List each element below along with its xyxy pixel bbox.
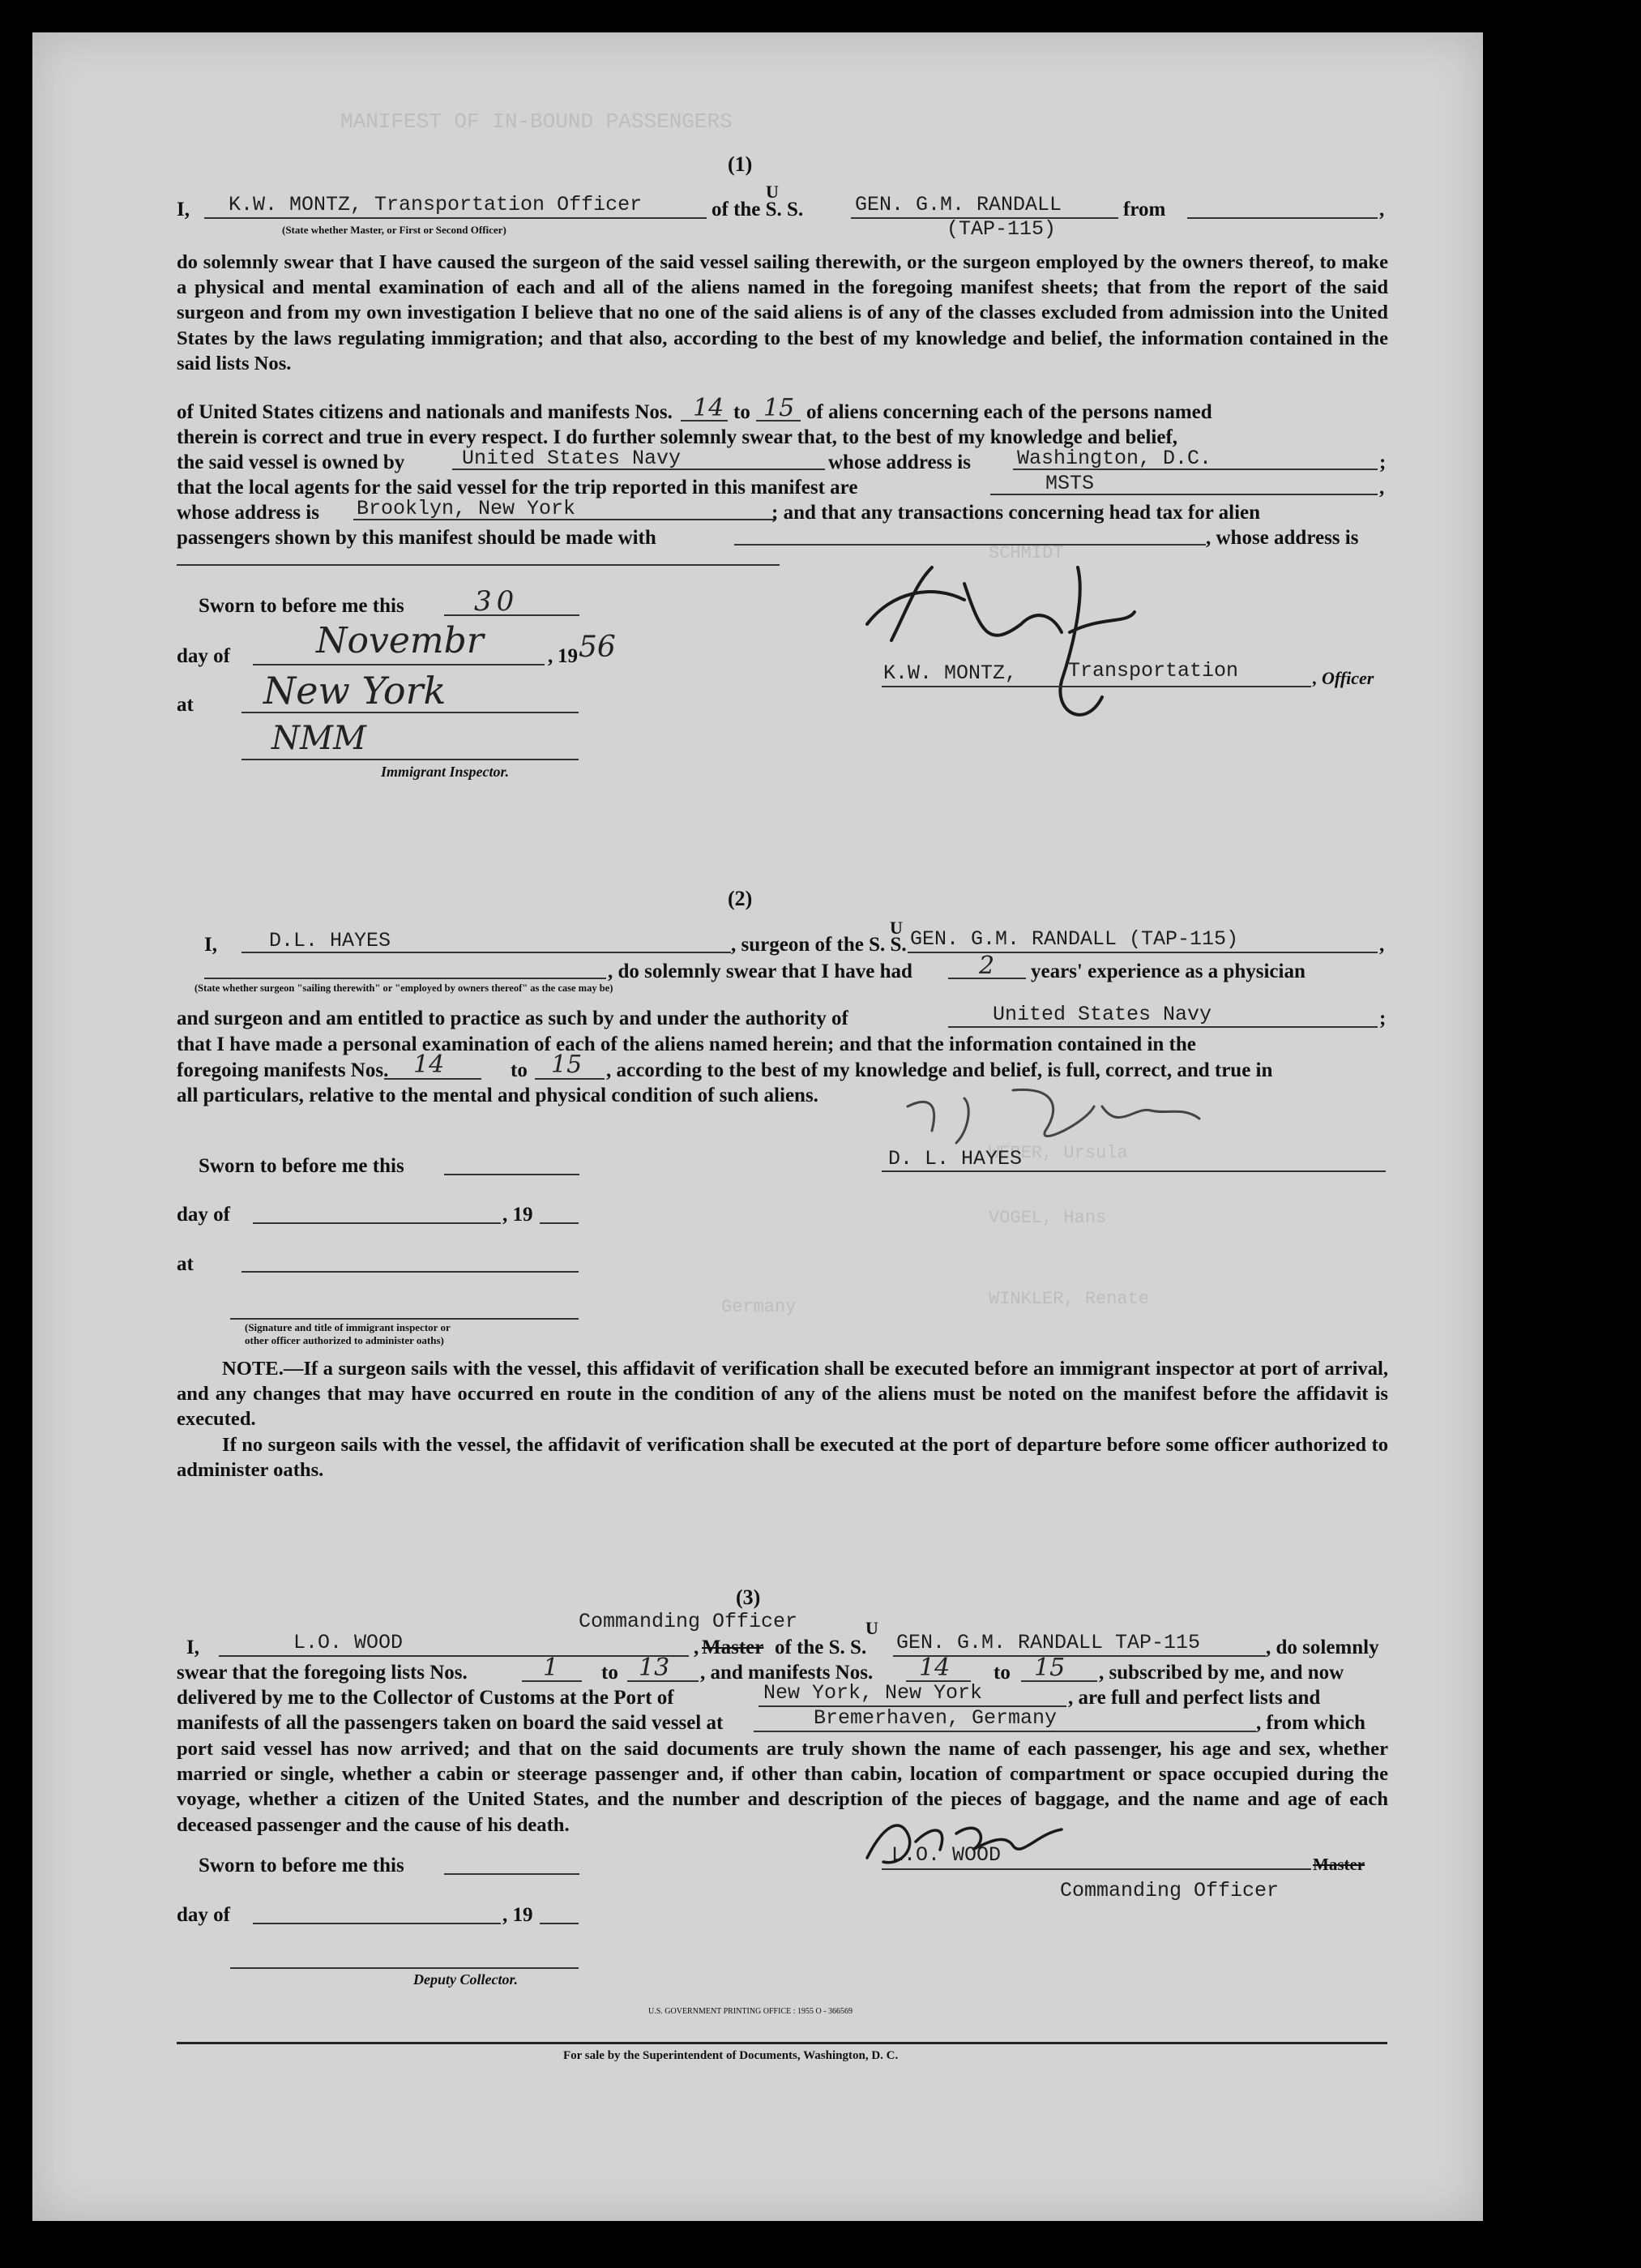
inspector-initials: NMM [271, 720, 366, 757]
manifests-from: 14 [693, 394, 724, 422]
surgeon-of-label: , surgeon of the S. S. [731, 934, 907, 956]
years-label: years' experience as a physician [1031, 961, 1306, 982]
swear-label-3: swear that the foregoing lists Nos. [177, 1662, 468, 1684]
whose-address-label: whose address is [828, 451, 971, 473]
i-label-3: I, [186, 1637, 199, 1658]
do-solemnly: , do solemnly [1266, 1637, 1379, 1658]
wood-signature [851, 1801, 1094, 1882]
owned-by-label: the said vessel is owned by [177, 451, 405, 473]
manifests-to: 15 [763, 394, 795, 422]
u-mark: U [766, 182, 779, 202]
co-name: L.O. WOOD [293, 1631, 404, 1654]
authority: United States Navy [993, 1003, 1212, 1026]
subscribed-label: , subscribed by me, and now [1099, 1662, 1344, 1684]
co-lists-to: 13 [639, 1654, 670, 1682]
day-of-label-3: day of [177, 1904, 230, 1926]
bleed-through-title: MANIFEST OF IN-BOUND PASSENGERS [340, 109, 733, 134]
agents: MSTS [1045, 472, 1095, 495]
day-of-label-2: day of [177, 1204, 230, 1226]
manifests-all-label: manifests of all the passengers taken on board the said vessel at [177, 1712, 724, 1734]
year-suffix: 56 [579, 631, 616, 664]
section-2-marker: (2) [728, 887, 753, 910]
day-of-label-1: day of [177, 645, 230, 667]
passengers-label: passengers shown by this manifest should be made with [177, 527, 656, 549]
co-vessel: GEN. G.M. RANDALL TAP-115 [896, 1631, 1201, 1654]
origin: Bremerhaven, Germany [814, 1706, 1058, 1730]
bleed-through-text: SCHMIDT [989, 543, 1064, 563]
agent-address-label: whose address is [177, 502, 319, 524]
bottom-rule [177, 2042, 1387, 2044]
co-signature-title: Commanding Officer [1060, 1879, 1280, 1902]
co-lists-from: 1 [543, 1654, 559, 1682]
struck-master-2: Master [1313, 1855, 1365, 1874]
deputy-caption: Deputy Collector. [413, 1971, 518, 1988]
to-label-3: to [601, 1662, 618, 1684]
u-mark-3: U [865, 1618, 878, 1638]
foregoing-label: foregoing manifests Nos. [177, 1059, 389, 1081]
surgeon-vessel: GEN. G.M. RANDALL (TAP-115) [910, 927, 1239, 951]
officer-name: K.W. MONTZ, Transportation Officer [229, 193, 643, 216]
sig-caption-1: (Signature and title of immigrant inspector or [245, 1321, 451, 1333]
vessel-code: (TAP-115) [947, 217, 1057, 241]
agents-label: that the local agents for the said vessel for the trip reported in this manifest are [177, 477, 858, 499]
sworn-label-3: Sworn to before me this [199, 1855, 404, 1876]
examination-line: that I have made a personal examination of each of the aliens named herein; and that the information contained in the [177, 1033, 1196, 1055]
from-label: from [1123, 199, 1166, 220]
years: 2 [979, 952, 995, 980]
section-3-marker: (3) [736, 1585, 761, 1609]
bleed-through-text: WINKLER, Renate [989, 1289, 1150, 1309]
signature-title-1: Transportation [1068, 659, 1239, 683]
bleed-through-text: VOGEL, Hans [989, 1208, 1107, 1228]
correct-line: therein is correct and true in every respect. I do further solemnly swear that, to the best of my knowledge and belief, [177, 426, 1178, 448]
owner-address: Washington, D.C. [1017, 447, 1212, 470]
at-label-2: at [177, 1253, 194, 1275]
surgeon-name: D.L. HAYES [269, 929, 391, 952]
co-manifests-to: 15 [1034, 1654, 1066, 1682]
owner: United States Navy [462, 447, 682, 470]
sworn-label-1: Sworn to before me this [199, 595, 404, 617]
sworn-day: 30 [474, 585, 519, 618]
document-page: MANIFEST OF IN-BOUND PASSENGERS SCHMIDT WEBER, Ursula VOGEL, Hans WINKLER, Renate Germany (1) I, K.W. MONTZ, Transportation Officer (State whether Master, or First or Second Officer) of the S. S. U GEN. G.M. RANDALL (TAP-115) from , do solemnly swear that I have caused the surgeon of the said vessel sailing therewith, or the surgeon employed by the owners thereof, to make a physical and mental examination of each and all of the aliens named in the foregoing manifest sheets; that from the report of the said surgeon and from my own investigation I believe that no one of the said aliens is of any of the classes excluded from admission into the United States by the laws regulating immigration; and that also, according to the best of my knowledge and belief, the information contained in the said lists Nos. of United States citizens and nationals and manifests Nos. 14 to 15 of aliens concerning each of the persons named therein is correct and true in every respect. I do further solemnly swear that, to the best of my knowledge and belief, the said vessel is owned by United States Navy whose address is Washington, D.C. ; that the local agents for the said vessel for the trip reported in this manifest are MSTS , whose address is Brooklyn, New York ; and that any transactions concerning head tax for alien passengers shown by this manifest should be made with , whose address is Sworn to before me this 30 day of Novembr , 19 56 at New York NMM Immigrant Inspector. K.W. MONTZ, Transportation , Officer (2) I, D.L. HAYES , surgeon of the S. S. U GEN. G.M. RANDALL (TAP-115) , , do solemnly swear that I have had 2 years' experience as a physician (State whether surgeon "sailing therewith" or "employed by owners thereof" as the case may be) and surgeon and am entitled to practice as such by and under the authority of United States Navy ; that I have made a personal examination of each of the aliens named herein; and that the information contained in the foregoing manifests Nos. 14 to 15 , according to the best of my knowledge and belief, is full, correct, and true in all particulars, relative to the mental and physical condition of such aliens. Sworn to before me this D. L. HAYES day of , 19 at (Signature and title of immigrant inspector or other officer authorized to administer oaths) NOTE.—If a surgeon sails with the vessel, this affidavit of verification shall be executed before an immigrant inspector at port of arrival, and any changes that may have occurred en route in the condition of any of the aliens must be noted on the manifest before the affidavit is executed. If no surgeon sails with the vessel, the affidavit of verification shall be executed at the port of departure before some officer authorized to administer oaths. (3) Commanding Officer I, L.O. WOOD , Master of the S. S. U GEN. G.M. RANDALL TAP-115 , do solemnly swear that the foregoing lists Nos. 1 to 13 , and manifests Nos. 14 to 15 , subscribed by me, and now delivered by me to the Collector of Customs at the Port of New York, New York , are full and perfect lists and manifests of all the passengers taken on board the said vessel at Bremerhaven, Germany , from which port said vessel has now arrived; and that on the said documents are truly shown the name of each passenger, his age and sex, whether married or single, whether a cabin or steerage passenger and, if other than cabin, location of compartment or space occupied during the voyage, whether a citizen of the United States, and the number and description of the pieces of baggage, and the name and age of each deceased passenger and the cause of his death. Sworn to before me this L.O. WOOD Master Commanding Officer day of , 19 Deputy Collector. U.S. GOVERNMENT PRINTING OFFICE : 1955 O - 366569 For sale by the Superintendent of Documents, Washington, D. C. [32, 32, 1483, 2221]
of-the-ss-3: of the S. S. [775, 1637, 867, 1658]
section-1-marker: (1) [728, 152, 753, 176]
vessel-name: GEN. G.M. RANDALL [855, 193, 1062, 216]
port: New York, New York [763, 1681, 983, 1705]
year-prefix: 19 [558, 645, 578, 667]
sale-note: For sale by the Superintendent of Documents, Washington, D. C. [563, 2049, 899, 2062]
citizens-line-b: of aliens concerning each of the persons named [806, 401, 1212, 423]
section-3-body: port said vessel has now arrived; and that on the said documents are truly shown the name of each passenger, his age and sex, whether married or single, whether a cabin or steerage passenger and, if other than cabin, location of compartment or space occupied during the voyage, whether a citizen of the United States, and the number and description of the pieces of baggage, and the name and age of each deceased passenger and the cause of his death. [177, 1738, 1388, 1836]
section-1-body: do solemnly swear that I have caused the surgeon of the said vessel sailing therewith, or the surgeon employed by the owners thereof, to make a physical and mental examination of each and all of the aliens named in the foregoing manifest sheets; that from the report of the said surgeon and from my own investigation I believe that no one of the said aliens is of any of the classes excluded from admission into the United States by the laws regulating immigration; and that also, according to the best of my knowledge and belief, the information contained in the said lists Nos. [177, 251, 1388, 374]
manifests-label-3: , and manifests Nos. [700, 1662, 874, 1684]
full-label: , are full and perfect lists and [1068, 1687, 1321, 1709]
sig-caption-2: other officer authorized to administer oaths) [245, 1334, 444, 1346]
bleed-through-text: WEBER, Ursula [989, 1143, 1128, 1163]
surgeon-caption: (State whether surgeon "sailing therewith" or "employed by owners thereof" as the case may be) [194, 982, 613, 994]
officer-name-line [204, 217, 707, 219]
to-label-2: to [511, 1059, 528, 1081]
from-line [1187, 217, 1378, 219]
delivered-label: delivered by me to the Collector of Customs at the Port of [177, 1687, 674, 1709]
from-which: , from which [1256, 1712, 1365, 1734]
of-the-ss-label: of the S. S. [712, 199, 804, 220]
co-signature-name: L.O. WOOD [891, 1843, 1002, 1867]
head-tax-label: ; and that any transactions concerning head tax for alien [771, 502, 1261, 524]
u-mark-2: U [890, 918, 903, 938]
surgeon-manifests-to: 15 [551, 1051, 583, 1079]
year-label-2: , 19 [502, 1204, 533, 1226]
signature-name-1: K.W. MONTZ, [883, 661, 1018, 685]
co-manifests-from: 14 [919, 1654, 951, 1682]
swear-label-2: , do solemnly swear that I have had [608, 961, 912, 982]
inspector-caption: Immigrant Inspector. [381, 764, 510, 780]
struck-master: Master [702, 1637, 764, 1658]
officer-caption: (State whether Master, or First or Second Officer) [282, 224, 506, 236]
authority-label: and surgeon and am entitled to practice as such by and under the authority of [177, 1008, 848, 1029]
citizens-line-a: of United States citizens and nationals and manifests Nos. [177, 401, 673, 423]
knowledge-line: , according to the best of my knowledge and belief, is full, correct, and true in [606, 1059, 1273, 1081]
officer-label: , Officer [1313, 668, 1374, 688]
whose-address-end: , whose address is [1206, 527, 1359, 549]
commanding-officer-above: Commanding Officer [579, 1610, 798, 1633]
sworn-month: Novembr [316, 620, 484, 661]
surgeon-manifests-from: 14 [413, 1051, 445, 1079]
montz-signature [843, 535, 1151, 746]
printing-office: U.S. GOVERNMENT PRINTING OFFICE : 1955 O - 366569 [648, 2007, 853, 2016]
sworn-place: New York [263, 669, 447, 712]
sworn-label-2: Sworn to before me this [199, 1155, 404, 1177]
note-text: NOTE.—If a surgeon sails with the vessel, this affidavit of verification shall be executed before an immigrant inspector at port of arrival, and any changes that may have occurred en route in the condition of any of the aliens must be noted on the manifest before the affidavit is executed. [177, 1358, 1388, 1431]
i-label: I, [177, 199, 190, 220]
particulars-line: all particulars, relative to the mental and physical condition of such aliens. [177, 1085, 818, 1106]
surgeon-signature-name: D. L. HAYES [888, 1147, 1023, 1170]
i-label-2: I, [204, 934, 217, 956]
agent-address: Brooklyn, New York [357, 497, 576, 520]
at-label-1: at [177, 694, 194, 716]
note-text-2: If no surgeon sails with the vessel, the affidavit of verification shall be executed at the port of departure before some officer authorized to administer oaths. [177, 1434, 1388, 1482]
year-label-3: , 19 [502, 1904, 533, 1926]
bleed-through-text: Germany [721, 1297, 797, 1317]
